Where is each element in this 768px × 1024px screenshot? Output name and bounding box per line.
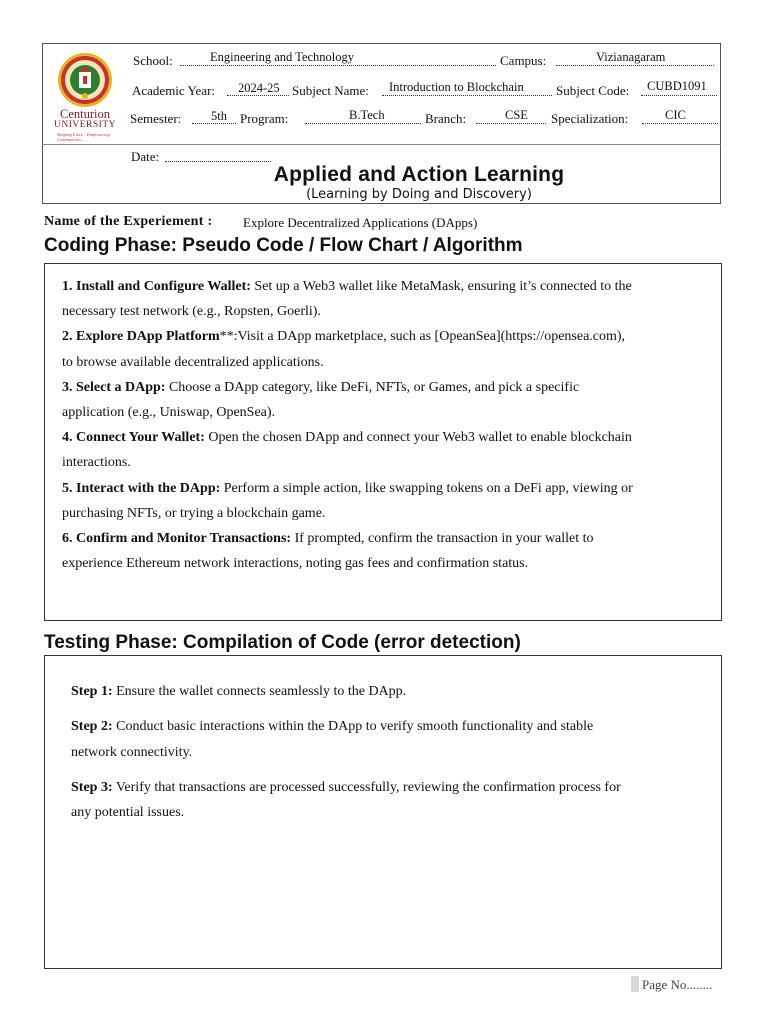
campus-value: Vizianagaram (596, 50, 666, 64)
school-value: Engineering and Technology (210, 50, 354, 64)
step-line-bold: 6. Confirm and Monitor Transactions: (62, 531, 292, 546)
school-label: School: (133, 53, 173, 68)
branch-label: Branch: (425, 111, 467, 126)
subject-code-label: Subject Code: (556, 83, 630, 98)
date-label: Date: (131, 149, 160, 164)
date-dots (165, 161, 271, 162)
step-line (71, 800, 184, 825)
program-dots (305, 123, 421, 124)
step-line (62, 274, 632, 299)
academic-year-dots (227, 95, 289, 96)
program-label: Program: (240, 111, 289, 126)
page-number (631, 976, 712, 993)
experiment-name-value: Explore Decentralized Applications (DApps) (243, 215, 478, 230)
program-value: B.Tech (349, 108, 385, 122)
campus-label: Campus: (500, 53, 547, 68)
subject-name-value: Introduction to Blockchain (389, 80, 524, 94)
step-line (62, 450, 131, 475)
step-line (62, 526, 594, 551)
step-line (62, 551, 528, 576)
step-line-text: to browse available decentralized applications. (62, 354, 324, 370)
step-line-bold: Step 1: (71, 684, 113, 699)
testing-phase-heading: Testing Phase: Compilation of Code (error detection) (44, 632, 521, 653)
step-line-text: Perform a simple action, like swapping tokens on a DeFi app, viewing or (220, 480, 633, 496)
academic-year-value: 2024-25 (238, 81, 280, 95)
step-line-text: Set up a Web3 wallet like MetaMask, ensuring it’s connected to the (250, 279, 632, 294)
specialization-dots (642, 123, 718, 124)
subject-code-dots (641, 95, 717, 96)
step-line-bold: Step 3: (71, 779, 113, 795)
header-divider (42, 144, 721, 145)
step-line-text: Verify that transactions are processed successfully, reviewing the confirmation process for (112, 779, 621, 795)
page-subtitle: (Learning by Doing and Discovery) (306, 187, 532, 202)
step-line (62, 501, 325, 526)
experiment-name-label: Name of the Experiement : (44, 214, 213, 229)
page-title: Applied and Action Learning (273, 163, 565, 186)
step-line-bold: 3. Select a DApp: (62, 379, 166, 395)
university-seal-icon (57, 52, 113, 108)
step-line (62, 476, 633, 501)
specialization-value: CIC (665, 108, 686, 122)
logo-name-line2: UNIVERSITY (54, 120, 116, 130)
step-line-bold: 4. Connect Your Wallet: (62, 430, 205, 446)
subject-name-dots (382, 95, 552, 96)
step-line-bold: 5. Interact with the DApp: (62, 480, 221, 496)
branch-dots (476, 123, 546, 124)
step-line-text: any potential issues. (71, 805, 185, 820)
step-line-text: Conduct basic interactions within the DApp to verify smooth functionality and stable (112, 719, 594, 734)
step-line (71, 740, 192, 765)
campus-dots (556, 65, 714, 66)
step-line-text: If prompted, confirm the transaction in your wallet to (291, 531, 594, 546)
semester-value: 5th (211, 109, 227, 123)
step-line-text: **:Visit a DApp marketplace, such as [OpeanSea](https://opensea.com), (219, 329, 626, 345)
step-line-bold: 1. Install and Configure Wallet: (62, 279, 251, 294)
university-logo (52, 50, 118, 146)
logo-name-line1: Centurion (60, 107, 110, 121)
page-number-label: Page No........ (642, 977, 713, 992)
semester-dots (192, 123, 236, 124)
step-line-text: Choose a DApp category, like DeFi, NFTs, or Games, and pick a specific (165, 379, 580, 395)
step-line-text: application (e.g., Uniswap, OpenSea). (62, 405, 276, 420)
step-line (71, 679, 406, 704)
step-line-text: network connectivity. (71, 744, 193, 760)
coding-phase-box (44, 263, 722, 621)
step-line-text: purchasing NFTs, or trying a blockchain game. (62, 505, 326, 521)
step-line-text: Ensure the wallet connects seamlessly to the DApp. (112, 684, 407, 699)
branch-value: CSE (505, 108, 528, 122)
step-line-text: interactions. (62, 455, 131, 471)
step-line (71, 775, 621, 800)
step-line (71, 714, 593, 739)
step-line (62, 299, 321, 324)
coding-phase-heading: Coding Phase: Pseudo Code / Flow Chart / Algorithm (44, 235, 523, 256)
semester-label: Semester: (130, 111, 182, 126)
testing-phase-box (44, 655, 722, 969)
step-line (62, 324, 625, 349)
step-line-text: Open the chosen DApp and connect your Web3 wallet to enable blockchain (204, 430, 632, 446)
specialization-label: Specialization: (551, 111, 629, 126)
subject-code-value: CUBD1091 (647, 79, 707, 93)
subject-name-label: Subject Name: (292, 83, 369, 98)
step-line-bold: Step 2: (71, 719, 113, 734)
school-dots (180, 65, 496, 66)
step-line (62, 400, 275, 425)
step-line (62, 425, 632, 450)
academic-year-label: Academic Year: (132, 83, 216, 98)
page-marker (631, 976, 639, 992)
step-line-text: necessary test network (e.g., Ropsten, Goerli). (62, 304, 321, 320)
step-line-bold: 2. Explore DApp Platform (62, 329, 220, 345)
step-line (62, 375, 579, 400)
step-line (62, 350, 324, 375)
logo-tagline: Shaping Lives... Empowering Communities... (57, 132, 110, 142)
step-line-text: experience Ethereum network interactions, noting gas fees and confirmation status. (62, 556, 529, 572)
